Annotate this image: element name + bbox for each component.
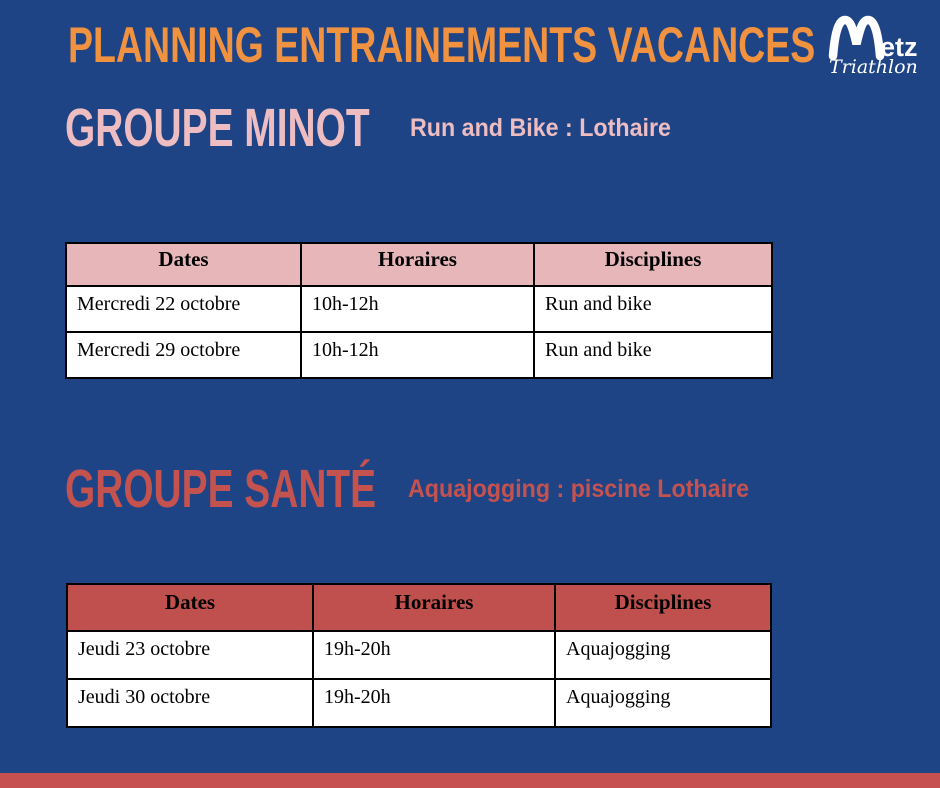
metz-logo-graphic — [826, 12, 932, 78]
table-header-row — [67, 584, 771, 631]
cell-discipline: Aquajogging — [555, 679, 771, 727]
table-row — [67, 679, 771, 727]
cell-horaire: 19h-20h — [313, 631, 555, 679]
column-header-horaires: Horaires — [301, 243, 534, 286]
cell-date: Mercredi 22 octobre — [66, 286, 301, 332]
groupe-sante-subtitle: Aquajogging : piscine Lothaire — [408, 475, 750, 503]
cell-discipline: Run and bike — [534, 286, 772, 332]
groupe-minot-schedule-table — [65, 242, 773, 379]
groupe-sante-heading: GROUPE SANTÉ — [65, 459, 377, 519]
cell-date: Jeudi 30 octobre — [67, 679, 313, 727]
footer-stripe — [0, 773, 940, 788]
groupe-minot-subtitle: Run and Bike : Lothaire — [410, 114, 671, 142]
cell-horaire: 10h-12h — [301, 332, 534, 378]
groupe-minot-heading: GROUPE MINOT — [65, 98, 370, 158]
cell-discipline: Run and bike — [534, 332, 772, 378]
column-header-dates: Dates — [66, 243, 301, 286]
cell-horaire: 10h-12h — [301, 286, 534, 332]
cell-date: Mercredi 29 octobre — [66, 332, 301, 378]
column-header-horaires: Horaires — [313, 584, 555, 631]
logo-brand-rest: etz — [880, 32, 918, 62]
column-header-disciplines: Disciplines — [534, 243, 772, 286]
metz-m-icon — [833, 20, 880, 56]
table-row — [66, 286, 772, 332]
column-header-disciplines: Disciplines — [555, 584, 771, 631]
cell-horaire: 19h-20h — [313, 679, 555, 727]
page-title: PLANNING ENTRAINEMENTS VACANCES — [68, 17, 816, 73]
groupe-sante-schedule-table — [66, 583, 772, 728]
cell-discipline: Aquajogging — [555, 631, 771, 679]
column-header-dates: Dates — [67, 584, 313, 631]
metz-triathlon-logo — [826, 12, 932, 78]
table-row — [67, 631, 771, 679]
table-row — [66, 332, 772, 378]
cell-date: Jeudi 23 octobre — [67, 631, 313, 679]
table-header-row — [66, 243, 772, 286]
logo-script-text: Triathlon — [829, 56, 918, 78]
